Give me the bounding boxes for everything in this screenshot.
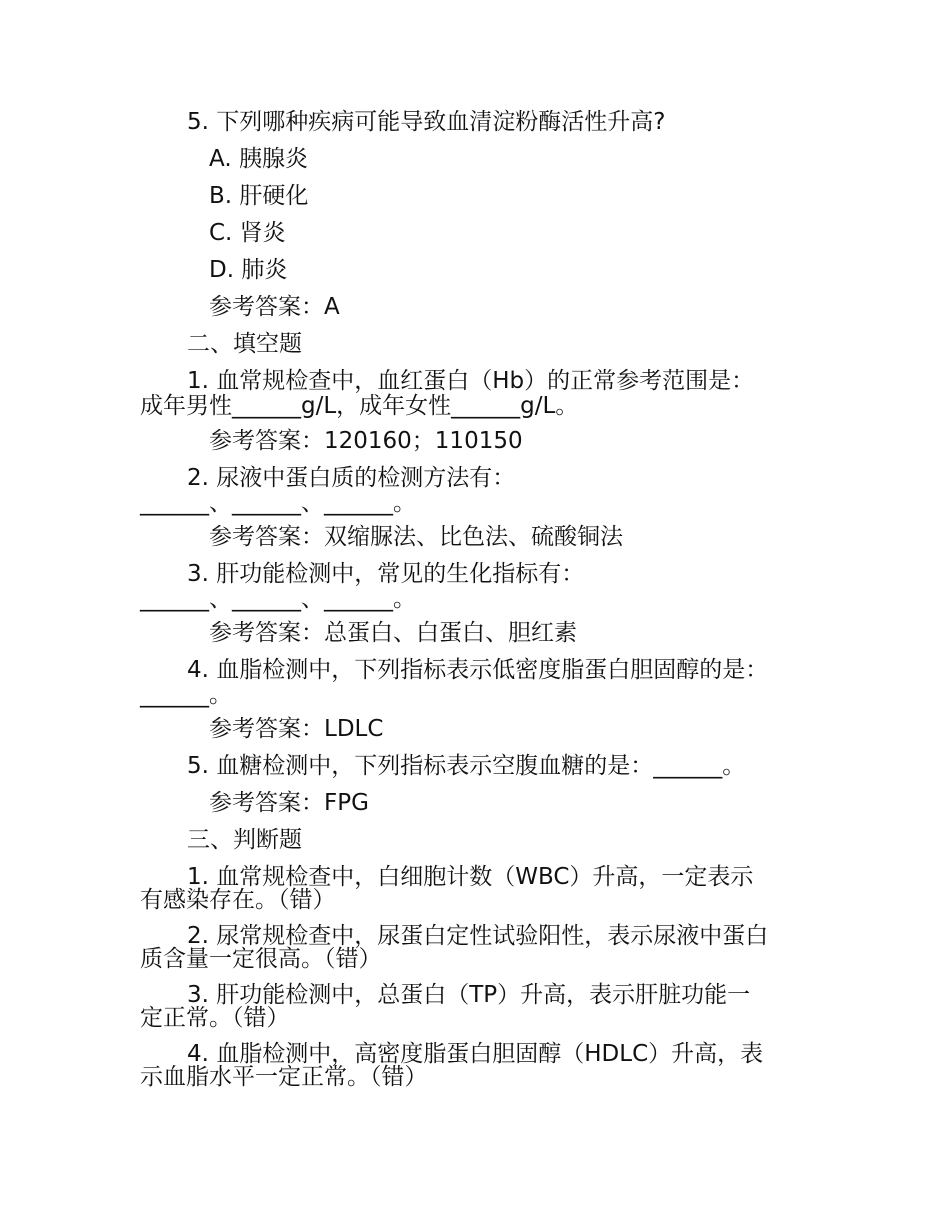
judge-q2-line2: 质含量一定很高。（错） <box>140 946 382 972</box>
fill-q5-answer: 参考答案：FPG <box>209 790 369 816</box>
fill-q2-answer: 参考答案：双缩脲法、比色法、硫酸铜法 <box>209 524 623 550</box>
fill-q3-line2: ______、______、______。 <box>140 586 416 612</box>
fill-q3-answer: 参考答案：总蛋白、白蛋白、胆红素 <box>209 620 577 646</box>
judge-q2-line1: 2. 尿常规检查中，尿蛋白定性试验阳性，表示尿液中蛋白 <box>187 923 769 949</box>
judge-q1-line2: 有感染存在。（错） <box>140 887 336 913</box>
judge-q4-line2: 示血脂水平一定正常。（错） <box>140 1064 428 1090</box>
judge-q3-line2: 定正常。（错） <box>140 1005 290 1031</box>
mc-q5-answer: 参考答案：A <box>209 294 340 320</box>
fill-heading: 二、填空题 <box>187 331 302 357</box>
judge-heading: 三、判断题 <box>187 827 302 853</box>
mc-q5-option-c: C. 肾炎 <box>209 220 286 246</box>
fill-q1-line1: 1. 血常规检查中，血红蛋白（Hb）的正常参考范围是： <box>187 368 755 394</box>
fill-q5-line1: 5. 血糖检测中，下列指标表示空腹血糖的是：______。 <box>187 753 746 779</box>
fill-q4-line2: ______。 <box>140 682 232 708</box>
judge-q4-line1: 4. 血脂检测中，高密度脂蛋白胆固醇（HDLC）升高，表 <box>187 1041 764 1067</box>
mc-q5-question: 5. 下列哪种疾病可能导致血清淀粉酶活性升高? <box>187 109 666 135</box>
fill-q1-line2: 成年男性______g/L，成年女性______g/L。 <box>140 393 579 419</box>
fill-q4-line1: 4. 血脂检测中，下列指标表示低密度脂蛋白胆固醇的是： <box>187 657 769 683</box>
fill-q1-answer: 参考答案：120160；110150 <box>209 428 523 454</box>
fill-q2-line1: 2. 尿液中蛋白质的检测方法有： <box>187 465 516 491</box>
mc-q5-option-d: D. 肺炎 <box>209 257 288 283</box>
mc-q5-option-a: A. 胰腺炎 <box>209 146 308 172</box>
mc-q5-option-b: B. 肝硬化 <box>209 183 309 209</box>
fill-q4-answer: 参考答案：LDLC <box>209 716 384 742</box>
judge-q3-line1: 3. 肝功能检测中，总蛋白（TP）升高，表示肝脏功能一 <box>187 982 751 1008</box>
fill-q2-line2: ______、______、______。 <box>140 490 416 516</box>
judge-q1-line1: 1. 血常规检查中，白细胞计数（WBC）升高，一定表示 <box>187 864 754 890</box>
fill-q3-line1: 3. 肝功能检测中，常见的生化指标有： <box>187 561 585 587</box>
